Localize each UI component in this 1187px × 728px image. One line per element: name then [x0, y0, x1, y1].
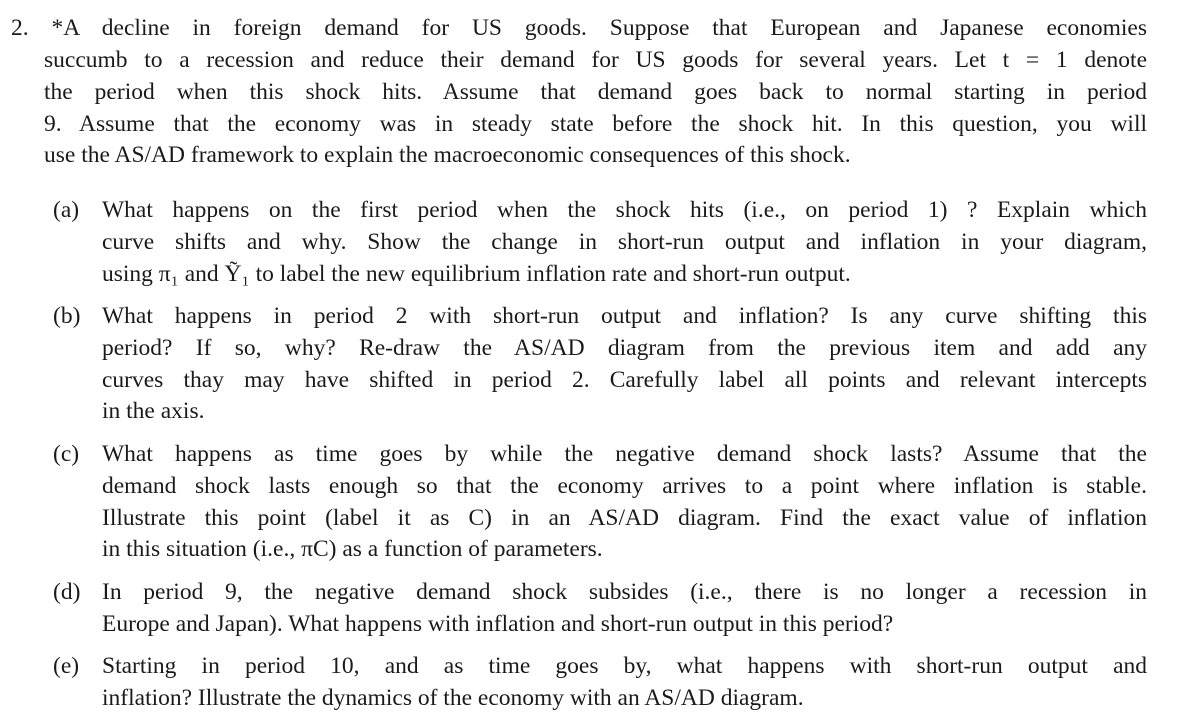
intro-line: use the AS/AD framework to explain the macroeconomic consequences of this shock. [44, 142, 851, 169]
part-label: (d) [53, 579, 81, 605]
part-line: demand shock lasts enough so that the economy arrives to a point where inflation is stable. [102, 472, 1147, 499]
part-text [102, 651, 1147, 715]
intro-line: *A decline in foreign demand for US goods. Suppose that European and Japanese economies [51, 15, 1147, 41]
part-text [102, 577, 1147, 641]
part-line: What happens in period 2 with short-run output and inflation? Is any curve shifting this [102, 303, 1147, 329]
part-line: Illustrate this point (label it as C) in an AS/AD diagram. Find the exact value of inflation [102, 504, 1147, 531]
problem-number: 2. [11, 15, 29, 41]
part-label: (e) [53, 653, 80, 679]
part-text [102, 301, 1147, 428]
part-label: (b) [53, 303, 81, 329]
part-text [102, 195, 1147, 290]
part-line: In period 9, the negative demand shock subsides (i.e., there is no longer a recession in [102, 579, 1147, 605]
part-line: using π₁ and Ỹ₁ to label the new equilibrium inflation rate and short-run output. [102, 260, 851, 287]
part-line: curves thay may have shifted in period 2. Carefully label all points and relevant intercepts [102, 366, 1147, 393]
part-label: (a) [53, 197, 80, 223]
intro-line: the period when this shock hits. Assume that demand goes back to normal starting in period [44, 78, 1147, 105]
problem-intro [44, 45, 1147, 172]
part-line: Europe and Japan). What happens with inflation and short-run output in this period? [102, 610, 894, 637]
part-label: (c) [53, 441, 80, 467]
part-line: What happens on the first period when the shock hits (i.e., on period 1) ? Explain which [102, 197, 1147, 223]
part-line: inflation? Illustrate the dynamics of the economy with an AS/AD diagram. [102, 684, 804, 711]
part-line: Starting in period 10, and as time goes by, what happens with short-run output and [102, 653, 1147, 679]
part-line: curve shifts and why. Show the change in short-run output and inflation in your diagram, [102, 228, 1147, 255]
intro-line: 9. Assume that the economy was in steady state before the shock hit. In this question, you will [44, 110, 1147, 137]
part-line: period? If so, why? Re-draw the AS/AD diagram from the previous item and add any [102, 334, 1147, 361]
part-line: What happens as time goes by while the negative demand shock lasts? Assume that the [102, 441, 1147, 467]
problem-intro-line-1 [11, 13, 1147, 45]
intro-line: succumb to a recession and reduce their demand for US goods for several years. Let t = 1 denote [44, 47, 1147, 73]
part-line: in this situation (i.e., πC) as a function of parameters. [102, 536, 603, 563]
part-text [102, 439, 1147, 566]
part-line: in the axis. [102, 398, 205, 425]
